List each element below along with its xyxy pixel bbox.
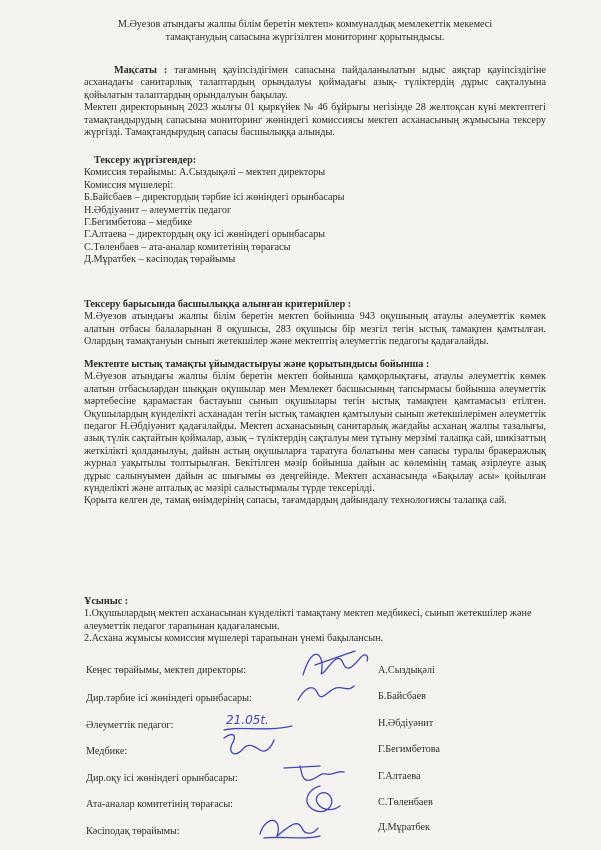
signature-role: Кәсіподақ төрайымы: bbox=[86, 826, 180, 837]
inspector-member: Г.Алтаева – директордың оқу ісі жөніндегі орынбасары bbox=[84, 229, 326, 241]
organization-heading: Мектепте ыстық тамақты ұйымдастыруы және қорытындысы бойынша : bbox=[84, 359, 430, 370]
inspector-member: С.Төленбаев – ата-аналар комитетінің төрағасы bbox=[84, 241, 291, 253]
inspector-member: Б.Байсбаев – директордың тәрбие ісі жөніндегі орынбасары bbox=[84, 192, 345, 204]
organization-section bbox=[84, 359, 546, 508]
signature-role: Кеңес төрайымы, мектеп директоры: bbox=[86, 665, 247, 676]
signature-name: Г.Алтаева bbox=[378, 771, 421, 782]
signature-role: Әлеуметтік педагог: bbox=[86, 720, 174, 731]
criteria-section bbox=[84, 299, 546, 349]
signature-role: Ата-аналар комитетінің төрағасы: bbox=[86, 799, 233, 810]
inspectors-heading: Тексеру жүргізгендер: bbox=[94, 155, 197, 166]
organization-text: М.Әуезов атындағы жалпы білім беретін мектеп бойынша қамқорлықтағы, атаулы әлеуметтік көмек алатын отбасылардан шыққан оқушылар мен Мемлекет басшысының тапсырмасы бойынша әлеуметтік мәртебесіне қарамастан бастауыш сынып оқушылары тегін ыстық тамақпен қамтамасыз етілген. Оқушылардың күнделікті асханадан тегін ыстық тамақпен қамтылуын сынып жетекшілерімен әлеуметтік педагог Н.Әбдіуәнит қадағалайды. Мектеп асханасының санитарлық жағдайы асханаң жалпы тазалығы, азық түлік сақтайтын қоймалар, азық – түліктердің сақталуы мен тұтыну мерзімі талапқа сай, шикізаттың жеткілікті қолданылуы, дайын астың оқушыларға таратуға болатыны мен сапасы туралы бракеражлық журнал уақытылы толтырылған. Бекітілген мәзір бойынша дайын ас көлемінің тамақ әзірлеуге азық дұрыс салынуымен дайын ас шығымы өз деңгейінде. Мектеп асханасында «Бақылау асы» қойылған күнделікті және апталық ас мәзірі салыстырмалы түрде тексерілді. bbox=[84, 371, 546, 495]
signature-name: Н.Әбдіуәнит bbox=[378, 718, 434, 729]
title-line-1: М.Әуезов атындағы жалпы білім беретін мектеп» коммуналдық мемлекеттік мекемесі bbox=[117, 19, 493, 30]
criteria-text: М.Әуезов атындағы жалпы білім беретін мектеп бойынша 943 оқушының атаулы әлеуметтік көмек алатын отбасы балаларынан 8 оқушысы, 283 оқушысы бір мезгіл тегін ыстық тамақпен қамтылған. Олардың тамақтануын сынып жетекшілер және мектептің әлеуметтік педагогы қадағалайды. bbox=[84, 311, 546, 348]
signature-name: Б.Байсбаев bbox=[378, 691, 426, 702]
signature-name: С.Төленбаев bbox=[378, 797, 433, 808]
title-line-2: тамақтанудың сапасына жүргізілген мониторинг қорытындысы. bbox=[165, 32, 445, 43]
signature-name: Г.Бегимбетова bbox=[378, 744, 440, 755]
proposal-item: 1.Оқушылардың мектеп асханасынан күнделікті тамақтану мектеп медбикесі, сынып жетекшілер және әлеуметтік педагог тарапынан қадағалансын. bbox=[84, 608, 532, 632]
proposal-item: 2.Асхана жұмысы комиссия мүшелері тарапынан үнемі бақылансын. bbox=[84, 633, 384, 645]
signature-role: Медбике: bbox=[86, 746, 128, 757]
handwritten-signature bbox=[280, 758, 350, 784]
inspector-member: Д.Мұратбек – кәсіподақ төрайымы bbox=[84, 254, 236, 266]
proposals-heading: Ұсыныс : bbox=[84, 596, 129, 607]
criteria-heading: Тексеру барысында басшылыққа алынған критерийлер : bbox=[84, 299, 352, 310]
purpose-paragraph bbox=[84, 65, 546, 102]
handwritten-signature bbox=[254, 810, 324, 844]
inspector-members-label: Комиссия мүшелері: bbox=[84, 179, 174, 191]
inspector-member: Г.Бегимбетова – медбике bbox=[84, 217, 192, 229]
proposals-section bbox=[84, 596, 546, 646]
signature-name: А.Сыздықәлі bbox=[378, 665, 435, 676]
purpose-label: Мақсаты : bbox=[114, 65, 168, 76]
inspector-chair: Комиссия төрайымы: А.Сыздықәлі – мектеп директоры bbox=[84, 167, 326, 179]
signature-name: Д.Мұратбек bbox=[378, 822, 430, 833]
handwritten-signature bbox=[292, 680, 362, 706]
handwritten-signature bbox=[218, 728, 278, 762]
document-title bbox=[60, 18, 550, 44]
purpose-text: тағамның қауіпсіздігімен сапасына пайдаланылатын ыдыс аяқтар қауіпсіздігіне асханадағы санитарлық талаптардың орындалуы қоймадағы азық- түліктердің дұрыс сақталуына қойылатын талаптардың орындалуын бақылау. bbox=[84, 65, 547, 101]
organization-conclusion: Қорыта келген де, тамақ өнімдерінің сапасы, тағамдардың дайындалу технологиясы талапқа сай. bbox=[84, 495, 507, 507]
signature-role: Дир.тәрбие ісі жөніндегі орынбасары: bbox=[86, 693, 252, 704]
order-paragraph: Мектеп директорының 2023 жылғы 01 қыркүйек № 46 бұйрығы негізінде 28 желтоқсан күні мектептегі тамақтандырудың сапасына мониторинг жөніндегі комиссиясы мектеп асханасының жұмысына тексеру жүргізді. Тамақтандырудың сапасы басшылыққа алынды. bbox=[84, 102, 546, 139]
signature-role: Дир.оқу ісі жөніндегі орынбасары: bbox=[86, 773, 238, 784]
handwritten-date: 21.05t. bbox=[226, 713, 269, 727]
purpose-section bbox=[84, 65, 546, 139]
inspectors-section bbox=[84, 155, 546, 267]
handwritten-signature bbox=[295, 645, 375, 683]
inspector-member: Н.Әбдіуәнит – әлеуметтік педагог bbox=[84, 204, 232, 216]
